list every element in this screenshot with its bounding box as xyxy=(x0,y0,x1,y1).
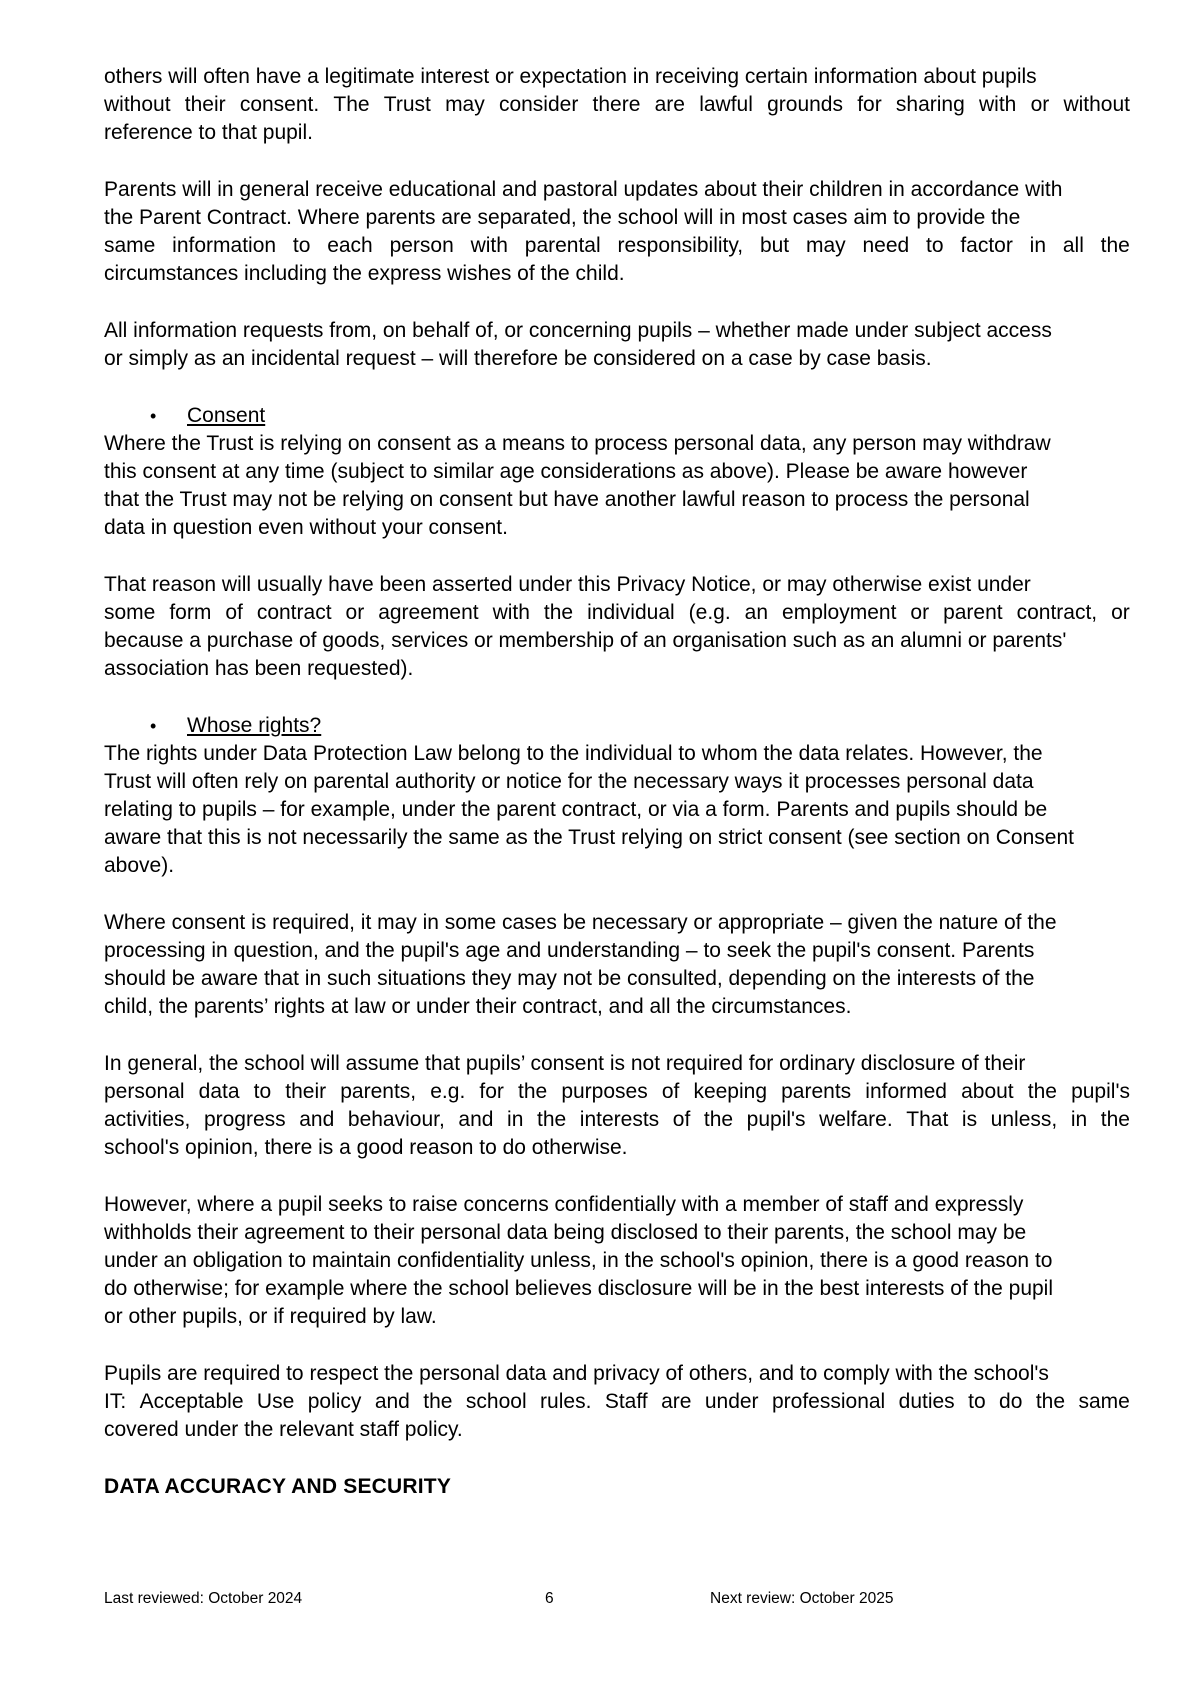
word: or xyxy=(345,601,365,624)
word: behaviour, xyxy=(347,1108,445,1131)
word: the xyxy=(537,1108,567,1131)
word: professional xyxy=(771,1390,886,1413)
word: interests xyxy=(579,1108,660,1131)
word: employment xyxy=(782,601,897,624)
text-line: Trust will often rely on parental authority or notice for the necessary ways it processes personal data xyxy=(104,770,1034,793)
word: That xyxy=(906,1108,949,1131)
word: pupil's xyxy=(1071,1080,1130,1103)
text-line: association has been requested). xyxy=(104,657,414,680)
word: in xyxy=(1070,1108,1088,1131)
text-line xyxy=(104,1078,1130,1106)
word: e.g. xyxy=(430,1080,466,1103)
text-line: circumstances including the express wishes of the child. xyxy=(104,262,625,285)
word: and xyxy=(458,1108,494,1131)
word: of xyxy=(661,1080,680,1103)
text-line: or simply as an incidental request – will therefore be considered on a case by case basis. xyxy=(104,347,932,370)
word: same xyxy=(104,234,156,257)
text-line: this consent at any time (subject to similar age considerations as above). Please be aware however xyxy=(104,460,1028,483)
word: The xyxy=(333,93,370,116)
text-line: relating to pupils – for example, under the parent contract, or via a form. Parents and pupils should be xyxy=(104,798,1048,821)
word: for xyxy=(479,1080,504,1103)
text-line: Where the Trust is relying on consent as a means to process personal data, any person may withdraw xyxy=(104,432,1051,455)
word: in xyxy=(1029,234,1047,257)
word: Acceptable xyxy=(139,1390,244,1413)
word: form xyxy=(169,601,212,624)
bullet-icon: • xyxy=(150,406,157,426)
word: but xyxy=(759,234,790,257)
word: the xyxy=(543,601,574,624)
word: their xyxy=(285,1080,327,1103)
text-line: Parents will in general receive educational and pastoral updates about their children in accordance with xyxy=(104,178,1063,201)
text-line: or other pupils, or if required by law. xyxy=(104,1305,437,1328)
word: IT: xyxy=(104,1390,127,1413)
word: or xyxy=(910,601,930,624)
text-line xyxy=(104,232,1130,260)
word: each xyxy=(327,234,373,257)
footer-next-review: Next review: October 2025 xyxy=(710,1590,894,1607)
word: information xyxy=(172,234,277,257)
text-line: the Parent Contract. Where parents are separated, the school will in most cases aim to provide the xyxy=(104,206,1021,229)
text-line xyxy=(104,1388,1130,1416)
word: unless, xyxy=(990,1108,1058,1131)
paragraph xyxy=(104,571,1130,683)
word: parents xyxy=(781,1080,852,1103)
word: informed xyxy=(865,1080,947,1103)
paragraph xyxy=(104,1191,1130,1331)
word: for xyxy=(857,93,882,116)
paragraph xyxy=(104,317,1130,373)
word: may xyxy=(445,93,485,116)
word: grounds xyxy=(767,93,843,116)
paragraph xyxy=(104,63,1130,147)
bullet-list-item xyxy=(104,402,1130,430)
paragraph xyxy=(104,1360,1130,1444)
word: or xyxy=(1030,93,1050,116)
word: the xyxy=(1100,234,1130,257)
word: parent xyxy=(943,601,1003,624)
word: all xyxy=(1062,234,1084,257)
word: may xyxy=(805,234,846,257)
word: to xyxy=(926,234,944,257)
text-line: school's opinion, there is a good reason to do otherwise. xyxy=(104,1136,628,1159)
word: and xyxy=(374,1390,410,1413)
word: with xyxy=(979,93,1017,116)
text-line xyxy=(104,599,1130,627)
text-line: That reason will usually have been asserted under this Privacy Notice, or may otherwise exist under xyxy=(104,573,1031,596)
word: of xyxy=(225,601,243,624)
word: the xyxy=(518,1080,548,1103)
paragraph xyxy=(104,1050,1130,1162)
text-line xyxy=(104,1106,1130,1134)
word: the xyxy=(1027,1080,1057,1103)
word: in xyxy=(507,1108,524,1131)
word: to xyxy=(968,1390,986,1413)
text-line: that the Trust may not be relying on consent but have another lawful reason to process the personal xyxy=(104,488,1030,511)
footer-last-reviewed: Last reviewed: October 2024 xyxy=(104,1590,303,1607)
text-line: because a purchase of goods, services or membership of an organisation such as an alumni or parents' xyxy=(104,629,1067,652)
word: parents, xyxy=(340,1080,417,1103)
word: the xyxy=(1100,1108,1130,1131)
text-line: do otherwise; for example where the school believes disclosure will be in the best interests of the pupil xyxy=(104,1277,1054,1300)
word: factor xyxy=(960,234,1013,257)
text-line: others will often have a legitimate interest or expectation in receiving certain information about pupils xyxy=(104,65,1037,88)
text-line: Where consent is required, it may in some cases be necessary or appropriate – given the nature of the xyxy=(104,911,1057,934)
word: is xyxy=(961,1108,978,1131)
word: responsibility, xyxy=(617,234,744,257)
text-line: above). xyxy=(104,854,175,877)
word: need xyxy=(862,234,910,257)
word: with xyxy=(470,234,508,257)
word: welfare. xyxy=(819,1108,893,1131)
word: contract, xyxy=(1016,601,1098,624)
word: or xyxy=(1111,601,1130,624)
word: are xyxy=(661,1390,692,1413)
document-body xyxy=(104,63,1130,1530)
word: without xyxy=(1063,93,1130,116)
word: there xyxy=(592,93,641,116)
bullet-item-label: Whose rights? xyxy=(187,714,322,737)
text-line: reference to that pupil. xyxy=(104,121,313,144)
word: agreement xyxy=(378,601,479,624)
word: pupil's xyxy=(746,1108,806,1131)
text-line: data in question even without your consent. xyxy=(104,516,508,539)
bullet-item-label: Consent xyxy=(187,404,266,427)
word: keeping xyxy=(693,1080,768,1103)
text-line: child, the parents’ rights at law or under their contract, and all the circumstances. xyxy=(104,995,852,1018)
paragraph xyxy=(104,176,1130,288)
word: school xyxy=(465,1390,527,1413)
text-line: covered under the relevant staff policy. xyxy=(104,1418,463,1441)
word: sharing xyxy=(895,93,965,116)
section-heading: DATA ACCURACY AND SECURITY xyxy=(104,1475,452,1498)
text-line: All information requests from, on behalf of, or concerning pupils – whether made under subject access xyxy=(104,319,1052,342)
word: are xyxy=(654,93,685,116)
word: data xyxy=(198,1080,240,1103)
word: Staff xyxy=(604,1390,648,1413)
paragraph xyxy=(104,430,1130,542)
paragraph xyxy=(104,740,1130,880)
bullet-list-item xyxy=(104,712,1130,740)
text-line: processing in question, and the pupil's age and understanding – to seek the pupil's consent. Parents xyxy=(104,939,1035,962)
word: about xyxy=(961,1080,1014,1103)
text-line: However, where a pupil seeks to raise concerns confidentially with a member of staff and expressly xyxy=(104,1193,1024,1216)
text-line: should be aware that in such situations they may not be consulted, depending on the interests of the xyxy=(104,967,1035,990)
word: progress xyxy=(203,1108,286,1131)
text-line: In general, the school will assume that pupils’ consent is not required for ordinary disclosure of their xyxy=(104,1052,1026,1075)
word: policy xyxy=(307,1390,362,1413)
word: the xyxy=(1035,1390,1066,1413)
word: do xyxy=(999,1390,1023,1413)
paragraph xyxy=(104,909,1130,1021)
text-line: under an obligation to maintain confidentiality unless, in the school's opinion, there is a good reason to xyxy=(104,1249,1053,1272)
word: of xyxy=(672,1108,691,1131)
text-line: The rights under Data Protection Law belong to the individual to whom the data relates. However, the xyxy=(104,742,1043,765)
word: same xyxy=(1078,1390,1130,1413)
word: to xyxy=(292,234,311,257)
word: the xyxy=(423,1390,453,1413)
word: an xyxy=(744,601,769,624)
word: the xyxy=(703,1108,734,1131)
word: duties xyxy=(898,1390,955,1413)
word: without xyxy=(104,93,171,116)
word: contract xyxy=(256,601,332,624)
word: activities, xyxy=(104,1108,191,1131)
word: personal xyxy=(104,1080,185,1103)
word: consider xyxy=(498,93,579,116)
word: their xyxy=(184,93,226,116)
text-line: aware that this is not necessarily the same as the Trust relying on strict consent (see section on Consent xyxy=(104,826,1074,849)
word: parental xyxy=(524,234,601,257)
word: some xyxy=(104,601,156,624)
word: Trust xyxy=(383,93,431,116)
word: purposes xyxy=(561,1080,648,1103)
footer-page-number: 6 xyxy=(545,1590,554,1607)
word: consent. xyxy=(239,93,320,116)
word: lawful xyxy=(699,93,753,116)
word: individual xyxy=(587,601,675,624)
word: to xyxy=(253,1080,272,1103)
word: rules. xyxy=(540,1390,592,1413)
word: and xyxy=(299,1108,335,1131)
text-line xyxy=(104,91,1130,119)
word: person xyxy=(389,234,454,257)
bullet-icon: • xyxy=(150,716,157,736)
word: with xyxy=(492,601,530,624)
text-line: Pupils are required to respect the personal data and privacy of others, and to comply with the school's xyxy=(104,1362,1049,1385)
word: under xyxy=(704,1390,759,1413)
word: (e.g. xyxy=(688,601,731,624)
word: Use xyxy=(256,1390,295,1413)
text-line: withholds their agreement to their personal data being disclosed to their parents, the school may be xyxy=(104,1221,1027,1244)
